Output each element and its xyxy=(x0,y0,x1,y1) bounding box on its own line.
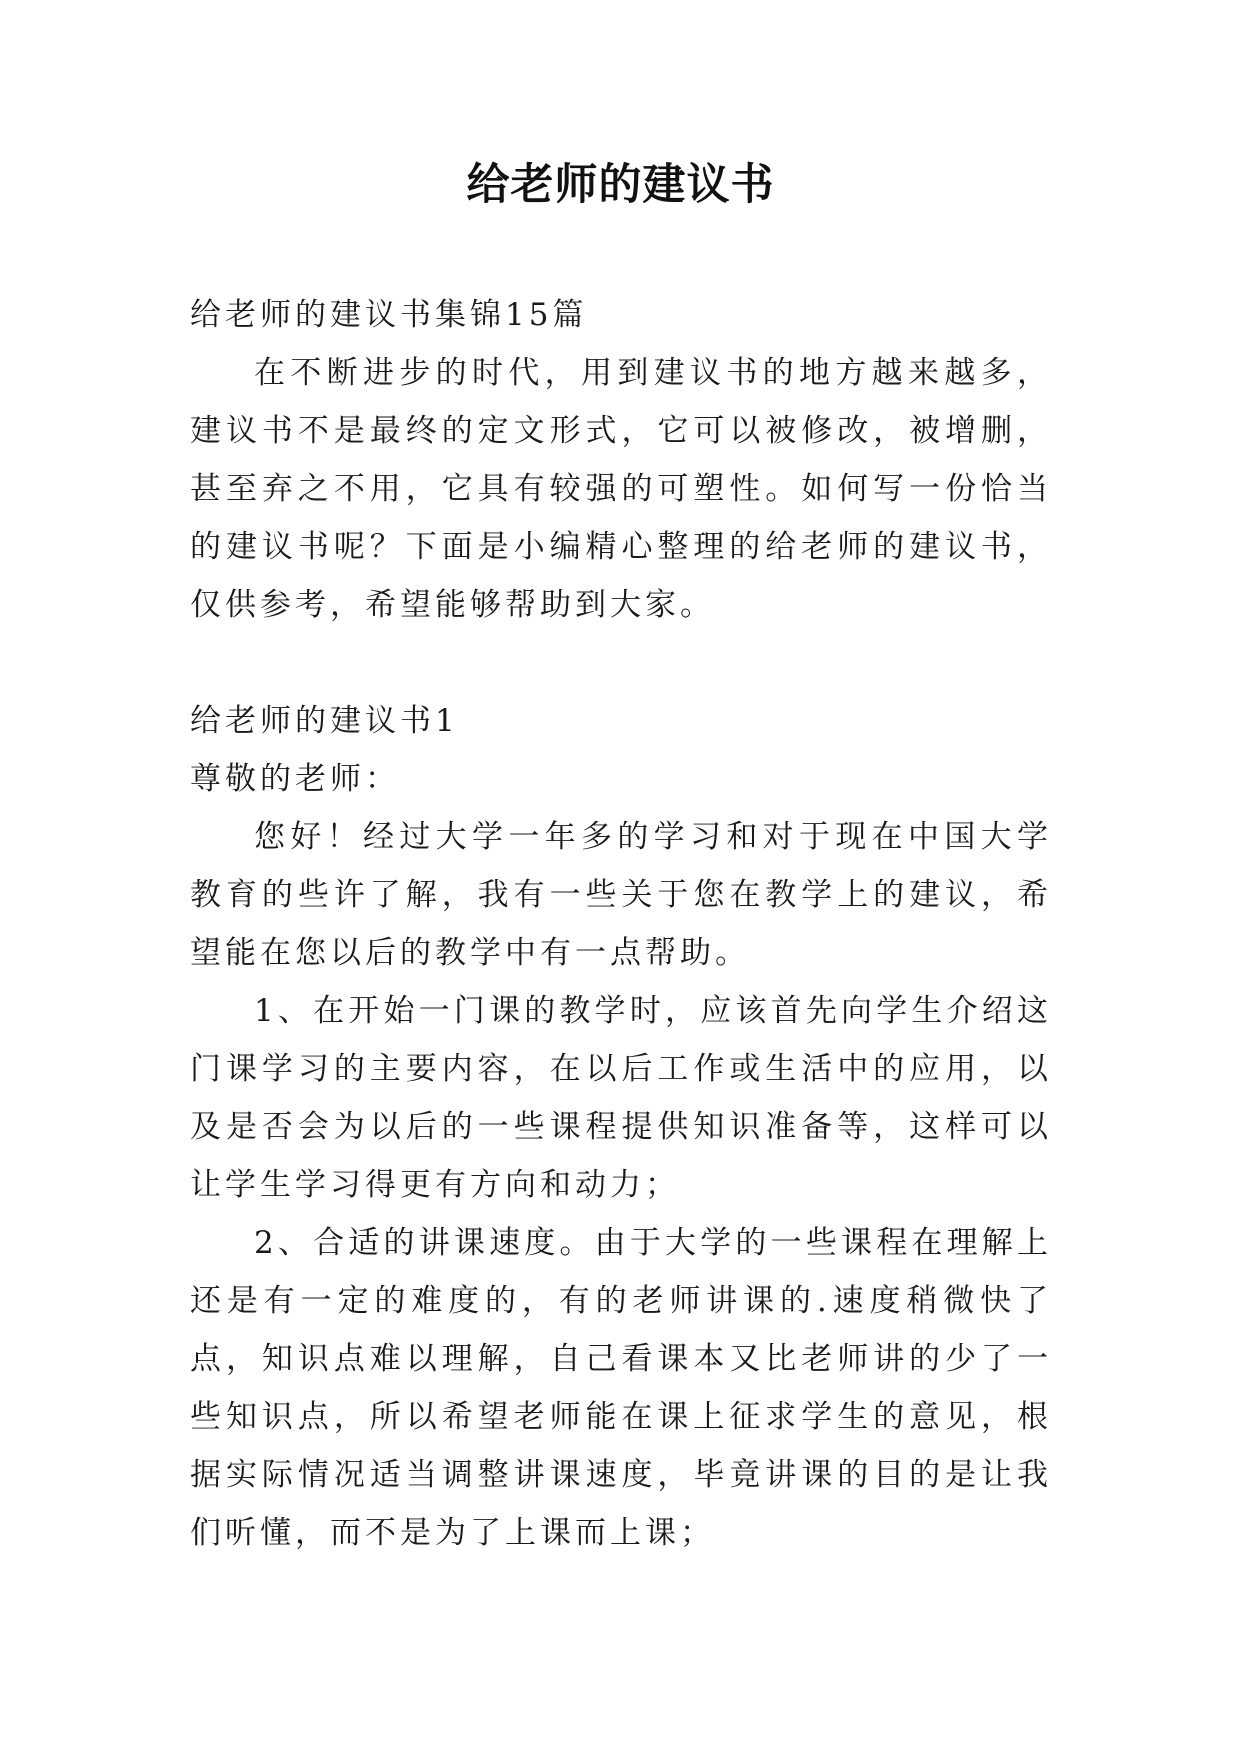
suggestion-2-paragraph: 2、合适的讲课速度。由于大学的一些课程在理解上还是有一定的难度的，有的老师讲课的.速度稍微快了点，知识点难以理解，自己看课本又比老师讲的少了一些知识点，所以希望老师能在课上征求学生的意见，根据实际情况适当调整讲课速度，毕竟讲课的目的是让我们听懂，而不是为了上课而上课； xyxy=(190,1225,1052,1551)
section-spacer xyxy=(190,634,1052,692)
greeting-paragraph: 您好！经过大学一年多的学习和对于现在中国大学教育的些许了解，我有一些关于您在教学上的建议，希望能在您以后的教学中有一点帮助。 xyxy=(190,819,1052,971)
suggestion-1-paragraph: 1、在开始一门课的教学时，应该首先向学生介绍这门课学习的主要内容，在以后工作或生活中的应用，以及是否会为以后的一些课程提供知识准备等，这样可以让学生学习得更有方向和动力； xyxy=(190,993,1052,1203)
document-body xyxy=(190,286,1052,1562)
intro-paragraph: 在不断进步的时代，用到建议书的地方越来越多，建议书不是最终的定文形式，它可以被修改，被增删，甚至弃之不用，它具有较强的可塑性。如何写一份恰当的建议书呢？下面是小编精心整理的给老师的建议书，仅供参考，希望能够帮助到大家。 xyxy=(190,355,1052,623)
document-subtitle: 给老师的建议书集锦15篇 xyxy=(190,297,588,333)
document-title: 给老师的建议书 xyxy=(466,160,775,210)
section-heading: 给老师的建议书1 xyxy=(190,703,459,739)
salutation: 尊敬的老师： xyxy=(190,761,400,797)
